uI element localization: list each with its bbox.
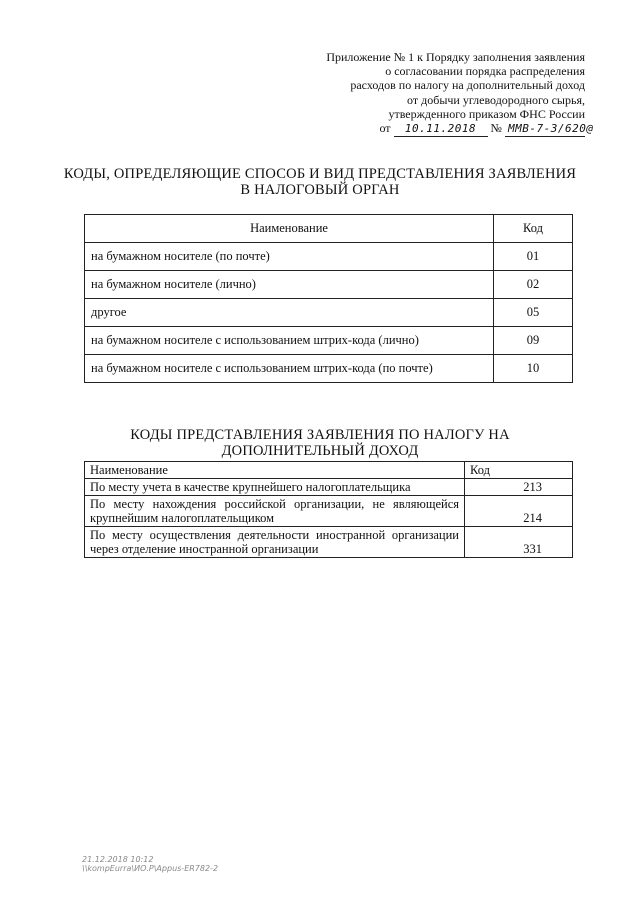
row-name: на бумажном носителе с использованием штрих-кода (по почте)	[85, 355, 494, 383]
file-stamp-date: 21.12.2018 10:12	[82, 855, 154, 864]
row-code: 214	[465, 496, 573, 527]
from-label: от	[379, 121, 391, 136]
row-code: 05	[494, 299, 573, 327]
table-row	[85, 327, 573, 355]
file-stamp	[82, 855, 218, 873]
row-name: другое	[85, 299, 494, 327]
annex-line: утвержденного приказом ФНС России	[388, 106, 585, 121]
order-date: 10.11.2018	[394, 122, 488, 137]
table-row	[85, 496, 573, 527]
row-name: на бумажном носителе с использованием штрих-кода (лично)	[85, 327, 494, 355]
row-code: 331	[465, 527, 573, 558]
row-code: 10	[494, 355, 573, 383]
row-code: 02	[494, 271, 573, 299]
order-number: ММВ-7-3/620@	[505, 122, 585, 137]
row-name: на бумажном носителе (лично)	[85, 271, 494, 299]
submission-place-table	[84, 461, 573, 558]
table-row	[85, 355, 573, 383]
row-name: По месту осуществления деятельности иностранной организации через отделение иностранной организации	[85, 527, 465, 558]
table-row	[85, 299, 573, 327]
section2-title-line2: ДОПОЛНИТЕЛЬНЫЙ ДОХОД	[221, 443, 419, 459]
row-code: 213	[465, 479, 573, 496]
row-code: 01	[494, 243, 573, 271]
section2-title-line1: КОДЫ ПРЕДСТАВЛЕНИЯ ЗАЯВЛЕНИЯ ПО НАЛОГУ НА	[130, 427, 510, 443]
column-header-code: Код	[465, 462, 573, 479]
row-name: на бумажном носителе (по почте)	[85, 243, 494, 271]
section1-title	[60, 166, 580, 198]
table-header-row	[85, 462, 573, 479]
row-code: 09	[494, 327, 573, 355]
annex-line: от добычи углеводородного сырья,	[407, 92, 585, 107]
section1-title-line1: КОДЫ, ОПРЕДЕЛЯЮЩИЕ СПОСОБ И ВИД ПРЕДСТАВЛЕНИЯ ЗАЯВЛЕНИЯ	[63, 166, 577, 182]
annex-line: расходов по налогу на дополнительный доход	[350, 78, 585, 93]
column-header-code: Код	[494, 215, 573, 243]
submission-method-table	[84, 214, 573, 383]
annex-line: Приложение № 1 к Порядку заполнения заявления	[326, 50, 585, 64]
table-row	[85, 527, 573, 558]
order-reference	[285, 121, 594, 137]
section1-title-line2: В НАЛОГОВЫЙ ОРГАН	[240, 182, 400, 198]
column-header-name: Наименование	[85, 462, 465, 479]
table-row	[85, 479, 573, 496]
row-name: По месту нахождения российской организации, не являющейся крупнейшим налогоплательщиком	[85, 496, 465, 527]
table-header-row	[85, 215, 573, 243]
annex-header	[285, 50, 594, 137]
section2-title	[60, 427, 580, 459]
file-stamp-path: \\kompEurra\ИО.Р\Appus-ER782-2	[82, 864, 219, 873]
column-header-name: Наименование	[85, 215, 494, 243]
table-row	[85, 243, 573, 271]
number-label: №	[490, 121, 502, 136]
annex-line: о согласовании порядка распределения	[385, 64, 585, 79]
table-row	[85, 271, 573, 299]
row-name: По месту учета в качестве крупнейшего налогоплательщика	[85, 479, 465, 496]
